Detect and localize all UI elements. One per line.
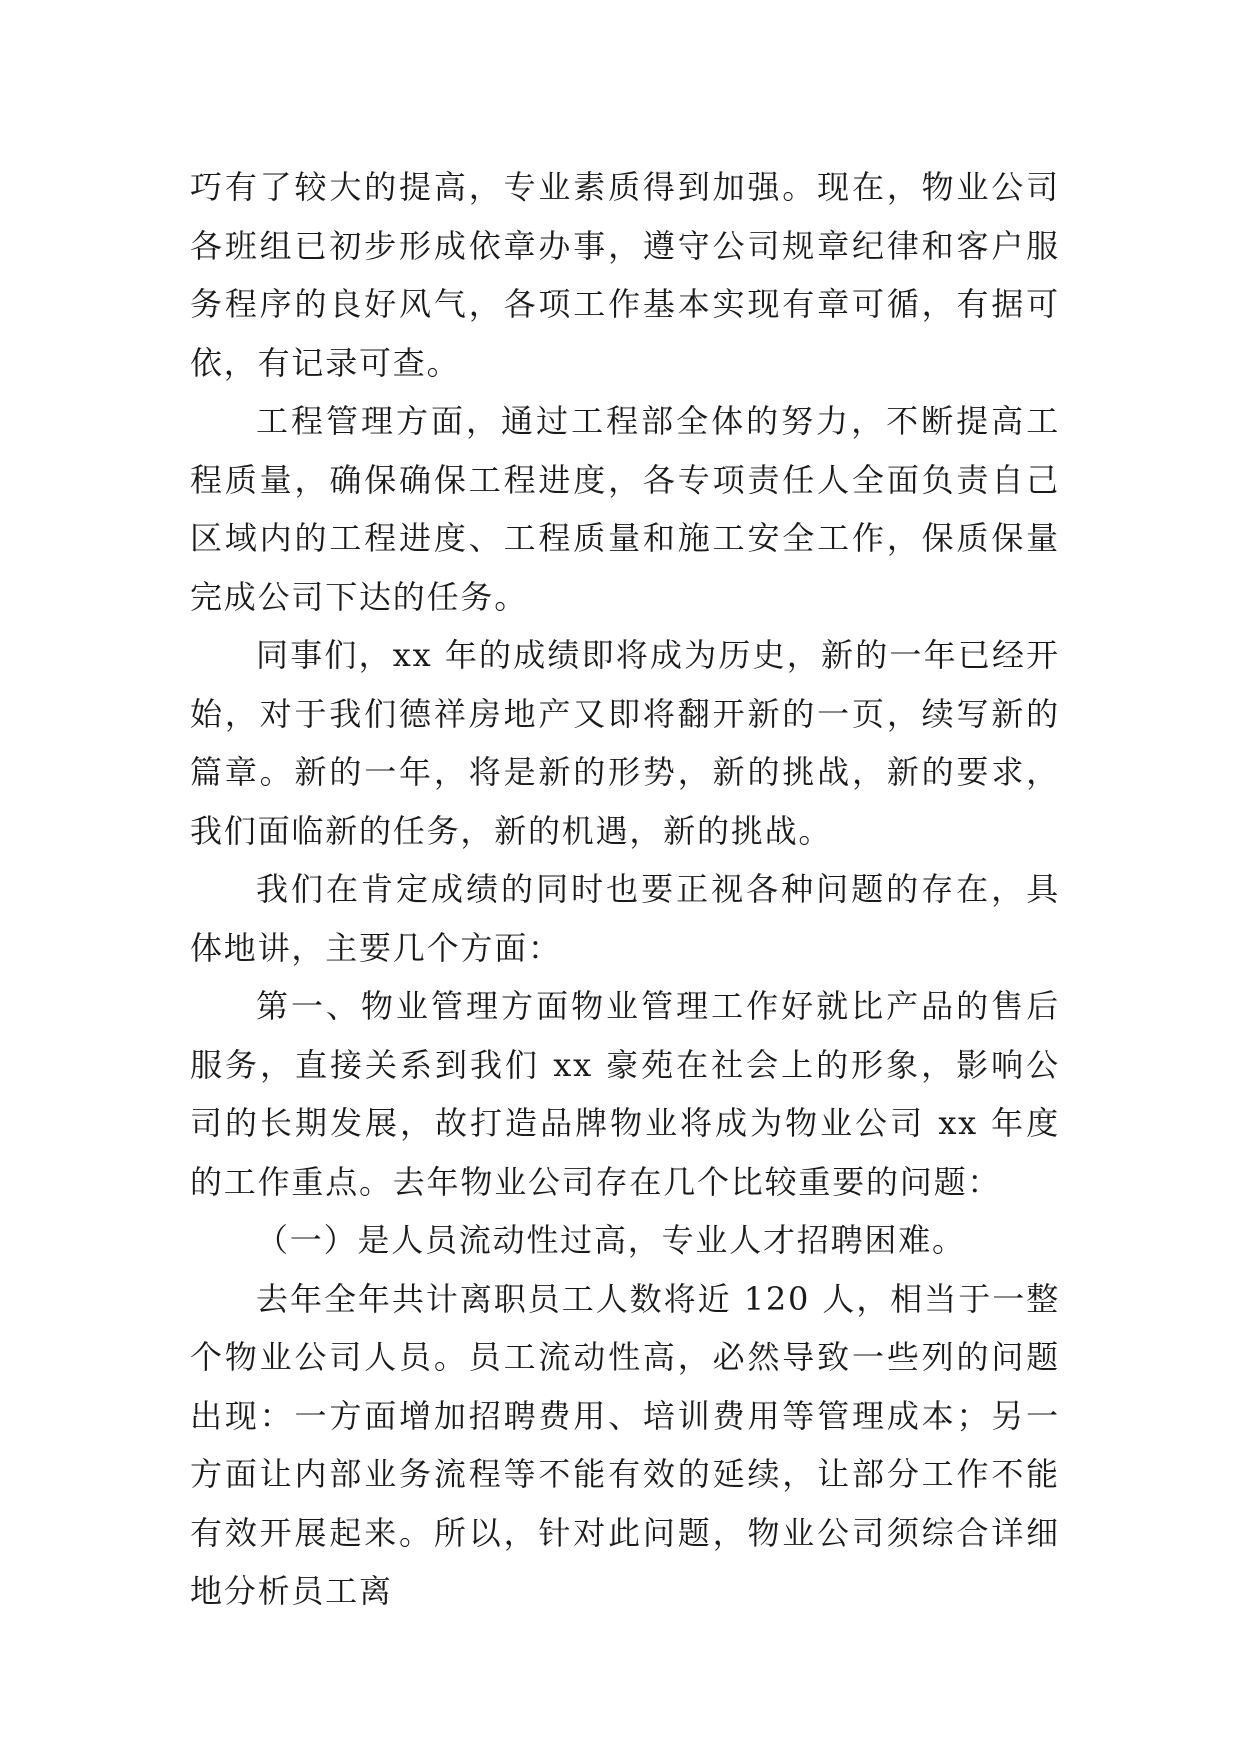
paragraph-4: 我们在肯定成绩的同时也要正视各种问题的存在，具体地讲，主要几个方面： [190,870,1060,967]
paragraph-7: 去年全年共计离职员工人数将近 120 人，相当于一整个物业公司人员。员工流动性高，必然导致一些列的问题出现：一方面增加招聘费用、培训费用等管理成本；另一方面让内部业务流程等不能有效的延续，让部分工作不能有效开展起来。所以，针对此问题，物业公司须综合详细地分析员工离 [190,1279,1060,1610]
document-page [190,158,1060,1621]
paragraph-6: （一）是人员流动性过高，专业人才招聘困难。 [256,1221,966,1259]
paragraph-3: 同事们，xx 年的成绩即将成为历史，新的一年已经开始，对于我们德祥房地产又即将翻开新的一页，续写新的篇章。新的一年，将是新的形势，新的挑战，新的要求，我们面临新的任务，新的机遇，新的挑战。 [190,636,1060,850]
paragraph-5: 第一、物业管理方面物业管理工作好就比产品的售后服务，直接关系到我们 xx 豪苑在社会上的形象，影响公司的长期发展，故打造品牌物业将成为物业公司 xx 年度的工作重点。去年物业公司存在几个比较重要的问题： [190,987,1060,1201]
paragraph-1: 巧有了较大的提高，专业素质得到加强。现在，物业公司各班组已初步形成依章办事，遵守公司规章纪律和客户服务程序的良好风气，各项工作基本实现有章可循，有据可依，有记录可查。 [190,168,1060,382]
paragraph-2: 工程管理方面，通过工程部全体的努力，不断提高工程质量，确保确保工程进度，各专项责任人全面负责自己区域内的工程进度、工程质量和施工安全工作，保质保量完成公司下达的任务。 [190,402,1060,616]
